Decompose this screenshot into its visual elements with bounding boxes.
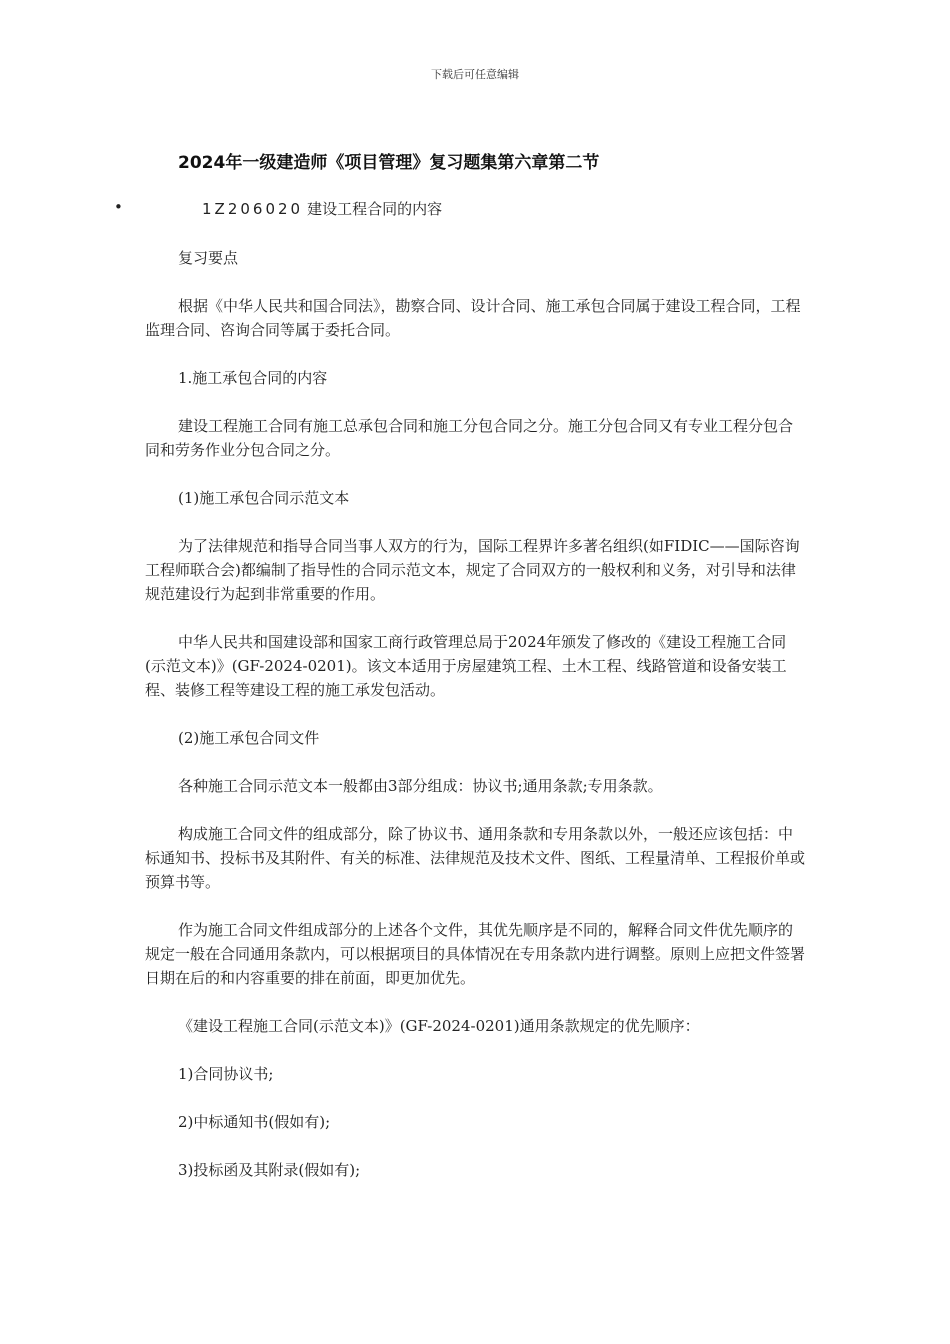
paragraph: 1)合同协议书; (178, 1065, 274, 1083)
paragraph: 《建设工程施工合同(示范文本)》(GF-2024-0201)通用条款规定的优先顺序： (178, 1017, 700, 1035)
document-title: 2024年一级建造师《项目管理》复习题集第六章第二节 (178, 153, 600, 173)
section-code: 1Z206020 (202, 200, 304, 218)
paragraph: 作为施工合同文件组成部分的上述各个文件，其优先顺序是不同的，解释合同文件优先顺序的规定一般在合同通用条款内，可以根据项目的具体情况在专用条款内进行调整。原则上应把文件签署日期在后的和内容重要的排在前面，即更加优先。 (145, 921, 806, 987)
document-body (145, 246, 805, 1206)
paragraph: (2)施工承包合同文件 (178, 729, 320, 747)
bullet-icon: • (114, 198, 123, 216)
paragraph: 复习要点 (178, 249, 239, 267)
paragraph: 各种施工合同示范文本一般都由3部分组成：协议书;通用条款;专用条款。 (178, 777, 663, 795)
section-heading-text (202, 198, 442, 219)
paragraph: 建设工程施工合同有施工总承包合同和施工分包合同之分。施工分包合同又有专业工程分包合同和劳务作业分包合同之分。 (145, 417, 794, 459)
paragraph: 根据《中华人民共和国合同法》，勘察合同、设计合同、施工承包合同属于建设工程合同，工程监理合同、咨询合同等属于委托合同。 (145, 297, 801, 339)
paragraph: 构成施工合同文件的组成部分，除了协议书、通用条款和专用条款以外，一般还应该包括：中标通知书、投标书及其附件、有关的标准、法律规范及技术文件、图纸、工程量清单、工程报价单或预算书等。 (145, 825, 806, 891)
paragraph: 1.施工承包合同的内容 (178, 369, 328, 387)
section-title: 建设工程合同的内容 (307, 200, 443, 218)
paragraph: 为了法律规范和指导合同当事人双方的行为，国际工程界许多著名组织(如FIDIC——国际咨询工程师联合会)都编制了指导性的合同示范文本，规定了合同双方的一般权利和义务，对引导和法律规范建设行为起到非常重要的作用。 (145, 537, 800, 603)
paragraph: 3)投标函及其附录(假如有); (178, 1161, 361, 1179)
header-note: 下载后可任意编辑 (431, 68, 519, 81)
paragraph: 中华人民共和国建设部和国家工商行政管理总局于2024年颁发了修改的《建设工程施工合同(示范文本)》(GF-2024-0201)。该文本适用于房屋建筑工程、土木工程、线路管道和设备安装工程、装修工程等建设工程的施工承发包活动。 (145, 633, 787, 699)
paragraph: (1)施工承包合同示范文本 (178, 489, 350, 507)
paragraph: 2)中标通知书(假如有); (178, 1113, 331, 1131)
